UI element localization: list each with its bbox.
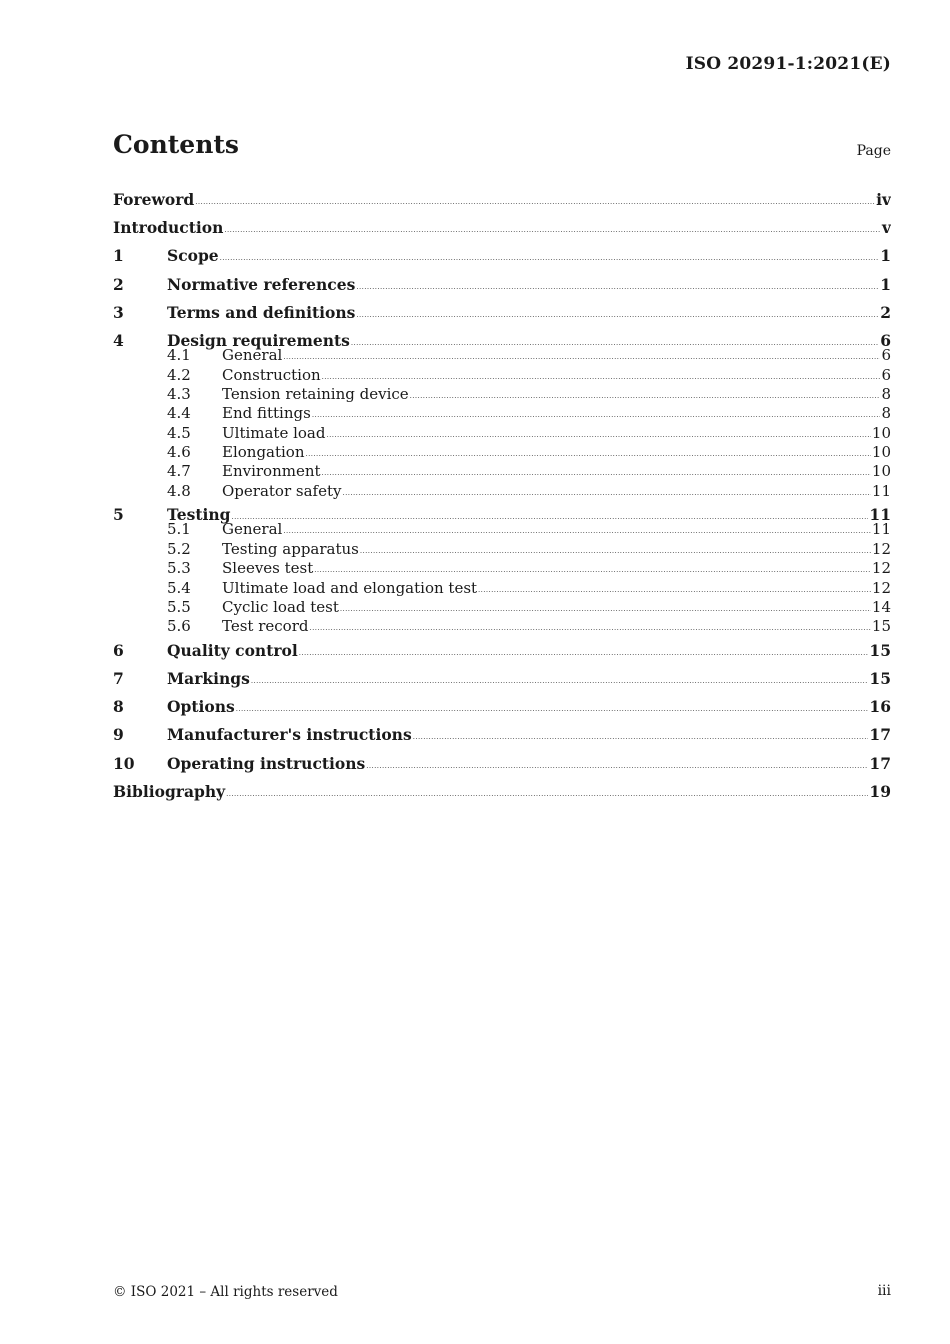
dot-leader	[283, 522, 871, 539]
dot-leader	[366, 752, 868, 778]
toc-subentry-number: 4.1	[167, 346, 191, 365]
toc-entry-page: 1	[880, 246, 891, 266]
toc-subentry-4-7[interactable]	[113, 462, 891, 481]
toc-entry-number: 4	[113, 330, 124, 350]
dot-leader	[299, 639, 869, 665]
document-id-header: ISO 20291-1:2021(E)	[685, 54, 891, 74]
toc-entry-label: Foreword	[113, 190, 195, 209]
toc-subentry-label: Test record	[222, 617, 309, 636]
toc-subentry-page: 10	[871, 462, 891, 481]
toc-entry-page: 1	[880, 274, 891, 294]
toc-subentry-page: 11	[871, 481, 891, 500]
dot-leader	[356, 273, 879, 299]
toc-entry-label: Terms and definitions	[167, 302, 356, 322]
toc-entry-label: Scope	[167, 246, 219, 266]
toc-entry-page: 17	[869, 725, 891, 745]
toc-entry-normative-references[interactable]	[113, 271, 891, 299]
toc-subentry-label: General	[222, 520, 283, 539]
dot-leader	[322, 368, 881, 385]
toc-entry-manufacturers-instructions[interactable]	[113, 721, 891, 749]
toc-entry-label: Manufacturer's instructions	[167, 725, 412, 745]
toc-subentry-label: Cyclic load test	[222, 598, 339, 616]
toc-subentry-4-8[interactable]	[113, 482, 891, 501]
toc-entry-scope[interactable]	[113, 242, 891, 270]
toc-subentry-number: 4.5	[167, 423, 191, 442]
toc-entry-page: iv	[876, 190, 891, 209]
toc-entry-label: Operating instructions	[167, 753, 366, 773]
toc-entry-page: v	[881, 218, 891, 238]
toc-entry-foreword[interactable]	[113, 186, 891, 214]
toc-subentry-4-2[interactable]	[113, 366, 891, 385]
toc-subentry-5-6[interactable]	[113, 617, 891, 636]
toc-subentry-number: 4.4	[167, 404, 191, 423]
toc-entry-label: Options	[167, 697, 235, 717]
toc-subentry-page: 12	[871, 559, 891, 578]
toc-subentry-number: 5.4	[167, 578, 191, 597]
toc-subentry-page: 6	[881, 365, 891, 384]
toc-entry-label: Bibliography	[113, 781, 226, 801]
toc-subentry-number: 5.5	[167, 598, 191, 616]
toc-subentry-number: 5.6	[167, 617, 191, 636]
dot-leader	[322, 464, 871, 481]
dot-leader	[413, 723, 869, 749]
toc-entry-number: 3	[113, 302, 124, 322]
dot-leader	[195, 188, 875, 214]
toc-subentry-label: Sleeves test	[222, 559, 314, 578]
dot-leader	[326, 426, 870, 443]
dot-leader	[314, 561, 871, 578]
toc-subentry-page: 8	[881, 384, 891, 403]
toc-entry-number: 6	[113, 640, 124, 660]
dot-leader	[312, 406, 881, 423]
dot-leader	[360, 542, 871, 559]
dot-leader	[478, 581, 871, 598]
table-of-contents	[113, 186, 891, 806]
toc-entry-operating-instructions[interactable]	[113, 750, 891, 778]
toc-subentry-page: 6	[881, 346, 891, 365]
toc-entry-label: Normative references	[167, 274, 356, 294]
footer-copyright: © ISO 2021 – All rights reserved	[113, 1284, 338, 1300]
toc-subentry-label: Ultimate load	[222, 423, 326, 442]
toc-subentry-page: 12	[871, 539, 891, 558]
toc-subentry-label: Environment	[222, 462, 321, 481]
toc-subentry-page: 12	[871, 578, 891, 597]
toc-subentry-page: 10	[871, 423, 891, 442]
footer-page-number: iii	[877, 1283, 891, 1299]
toc-subentry-4-4[interactable]	[113, 404, 891, 423]
dot-leader	[236, 695, 869, 721]
toc-entry-page: 16	[869, 697, 891, 717]
toc-entry-label: Testing	[167, 505, 231, 525]
toc-entry-label: Introduction	[113, 218, 224, 238]
dot-leader	[340, 600, 871, 617]
toc-subentry-5-2[interactable]	[113, 540, 891, 559]
dot-leader	[306, 445, 871, 462]
toc-entry-markings[interactable]	[113, 665, 891, 693]
toc-subentry-label: End fittings	[222, 404, 311, 423]
toc-subentry-number: 5.2	[167, 539, 191, 558]
toc-entry-terms-and-definitions[interactable]	[113, 299, 891, 327]
toc-entry-page: 15	[869, 668, 891, 688]
toc-subentry-4-5[interactable]	[113, 424, 891, 443]
toc-entry-options[interactable]	[113, 693, 891, 721]
toc-entry-page: 17	[869, 753, 891, 773]
toc-subentry-label: Construction	[222, 365, 321, 384]
toc-subentry-label: Testing apparatus	[222, 539, 359, 558]
toc-subentry-number: 4.6	[167, 443, 191, 462]
toc-subentry-4-6[interactable]	[113, 443, 891, 462]
toc-subentry-5-3[interactable]	[113, 559, 891, 578]
toc-entry-number: 10	[113, 753, 135, 773]
page-column-label: Page	[856, 143, 891, 159]
toc-entry-label: Quality control	[167, 640, 298, 660]
toc-entry-number: 2	[113, 274, 124, 294]
toc-subentry-number: 4.2	[167, 365, 191, 384]
toc-entry-label: Design requirements	[167, 330, 350, 350]
toc-entry-number: 8	[113, 697, 124, 717]
toc-subentry-5-5[interactable]	[113, 598, 891, 617]
toc-subentry-number: 4.8	[167, 481, 191, 500]
toc-subentry-4-1[interactable]	[113, 346, 891, 365]
toc-subentry-number: 4.7	[167, 462, 191, 481]
toc-subentry-page: 10	[871, 443, 891, 462]
toc-entry-introduction[interactable]	[113, 214, 891, 242]
toc-subentry-page: 15	[871, 617, 891, 636]
toc-subentry-5-4[interactable]	[113, 579, 891, 598]
toc-entry-page: 11	[869, 505, 891, 525]
toc-subentry-page: 11	[871, 520, 891, 539]
toc-entry-page: 2	[880, 302, 891, 322]
toc-entry-number: 5	[113, 505, 124, 525]
toc-entry-number: 1	[113, 246, 124, 266]
toc-subentry-number: 4.3	[167, 384, 191, 403]
toc-subentry-label: General	[222, 346, 283, 365]
toc-entry-page: 19	[869, 781, 891, 801]
dot-leader	[309, 619, 870, 636]
toc-subentry-5-1[interactable]	[113, 520, 891, 539]
toc-entry-label: Markings	[167, 668, 250, 688]
toc-subentry-page: 8	[881, 404, 891, 423]
toc-subentry-label: Ultimate load and elongation test	[222, 578, 478, 597]
dot-leader	[283, 348, 880, 365]
toc-subentry-label: Operator safety	[222, 481, 342, 500]
toc-entry-quality-control[interactable]	[113, 637, 891, 665]
dot-leader	[220, 244, 880, 270]
toc-subentry-number: 5.1	[167, 520, 191, 539]
toc-subentry-4-3[interactable]	[113, 385, 891, 404]
dot-leader	[226, 780, 868, 806]
dot-leader	[342, 484, 870, 501]
toc-subentry-label: Elongation	[222, 443, 305, 462]
toc-subentry-label: Tension retaining device	[222, 384, 409, 403]
dot-leader	[410, 387, 881, 404]
toc-subentry-page: 14	[871, 598, 891, 616]
toc-entry-page: 15	[869, 640, 891, 660]
toc-entry-bibliography[interactable]	[113, 778, 891, 806]
dot-leader	[251, 667, 869, 693]
dot-leader	[356, 301, 879, 327]
toc-entry-page: 6	[880, 330, 891, 350]
contents-title: Contents	[113, 130, 240, 159]
dot-leader	[224, 216, 881, 242]
toc-subentry-number: 5.3	[167, 559, 191, 578]
toc-entry-number: 7	[113, 668, 124, 688]
toc-entry-number: 9	[113, 725, 124, 745]
